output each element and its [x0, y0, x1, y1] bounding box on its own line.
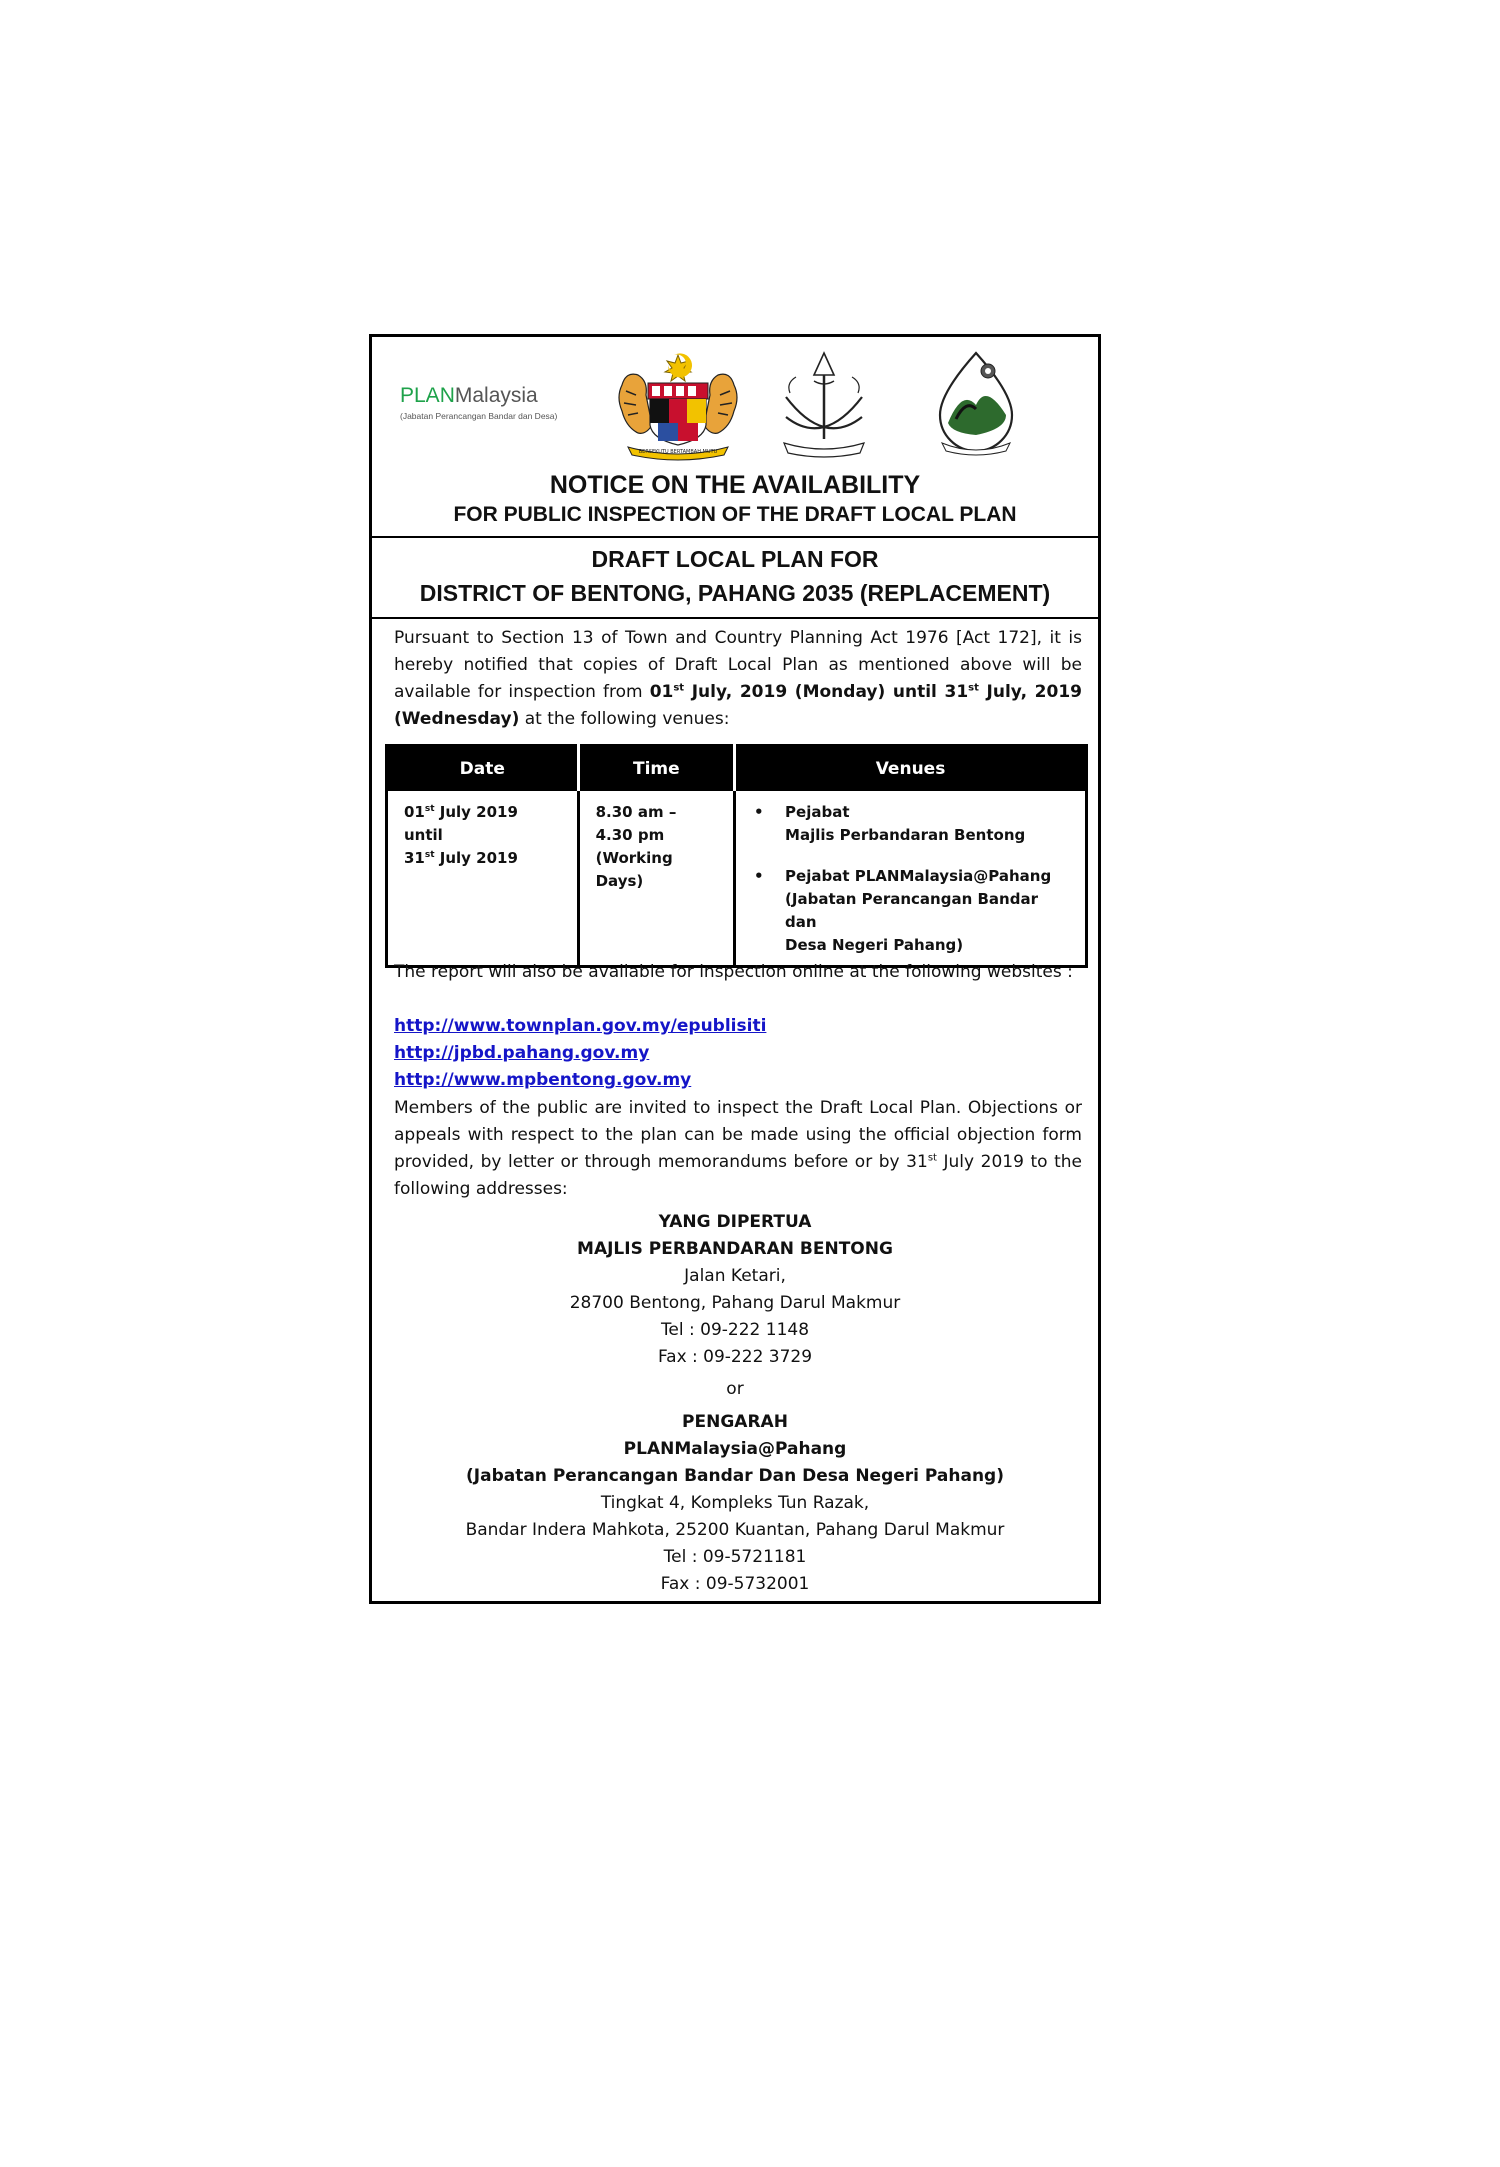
objection-paragraph: Members of the public are invited to inspect the Draft Local Plan. Objections or appeals with respect to the plan can be made using the official objection form provided, by letter or through memorandums before or by 31st July 2019 to the following addresses: — [394, 1098, 1082, 1199]
malaysia-crest-icon — [608, 351, 748, 461]
link-jpbd-pahang[interactable]: http://jpbd.pahang.gov.my — [394, 1043, 650, 1063]
notice-title-sub: FOR PUBLIC INSPECTION OF THE DRAFT LOCAL PLAN — [453, 503, 1017, 526]
plan-logo-suffix: Malaysia — [454, 384, 538, 407]
venues-table — [385, 744, 1088, 968]
plan-logo-prefix: PLAN — [400, 384, 455, 407]
divider — [372, 536, 1098, 538]
table-row — [387, 791, 1087, 967]
list-item: • Pejabat Majlis Perbandaran Bentong — [752, 801, 1071, 847]
venues-cell — [735, 791, 1087, 967]
pahang-crest-icon — [774, 347, 874, 463]
online-paragraph: The report will also be available for inspection online at the following websites : — [394, 962, 1073, 982]
link-townplan[interactable]: http://www.townplan.gov.my/epublisiti — [394, 1016, 767, 1036]
column-header-time: Time — [578, 746, 734, 792]
time-cell: 8.30 am – 4.30 pm (Working Days) — [578, 791, 734, 967]
address-planmalaysia-pahang: PENGARAH PLANMalaysia@Pahang (Jabatan Perancangan Bandar Dan Desa Negeri Pahang) Tingkat 4, Kompleks Tun Razak, Bandar Indera Mahkota, 25200 Kuantan, Pahang Darul Makmur Tel : 09-5721181 Fax : 09-5732001 — [465, 1412, 1005, 1594]
link-mpbentong[interactable]: http://www.mpbentong.gov.my — [394, 1070, 692, 1090]
plan-logo-subtitle: (Jabatan Perancangan Bandar dan Desa) — [400, 411, 558, 421]
notice-frame — [369, 334, 1101, 1604]
address-mpbentong: YANG DIPERTUA MAJLIS PERBANDARAN BENTONG Jalan Ketari, 28700 Bentong, Pahang Darul Makmur Tel : 09-222 1148 Fax : 09-222 3729 — [569, 1212, 901, 1367]
website-links — [394, 1013, 766, 1094]
column-header-venues: Venues — [735, 746, 1087, 792]
divider — [372, 617, 1098, 619]
date-cell: 01st July 2019 until 31st July 2019 — [387, 791, 579, 967]
plan-heading-district: DISTRICT OF BENTONG, PAHANG 2035 (REPLACEMENT) — [419, 580, 1051, 606]
mpbentong-emblem-icon — [926, 349, 1026, 459]
logo-row — [372, 337, 1098, 467]
or-separator: or — [726, 1379, 744, 1399]
list-item: • Pejabat PLANMalaysia@Pahang (Jabatan Perancangan Bandar dan Desa Negeri Pahang) — [752, 865, 1071, 957]
plan-heading: DRAFT LOCAL PLAN FOR — [591, 546, 879, 572]
svg-text:BERSEKUTU BERTAMBAH MUTU: BERSEKUTU BERTAMBAH MUTU — [638, 449, 718, 455]
notice-title: NOTICE ON THE AVAILABILITY — [549, 471, 921, 499]
column-header-date: Date — [387, 746, 579, 792]
intro-paragraph: Pursuant to Section 13 of Town and Country Planning Act 1976 [Act 172], it is hereby notified that copies of Draft Local Plan as mentioned above will be available for inspection from 01st July, 2019 (Monday) until 31st July, 2019 (Wednesday) at the following venues: — [394, 628, 1082, 729]
planmalaysia-logo — [400, 385, 557, 421]
